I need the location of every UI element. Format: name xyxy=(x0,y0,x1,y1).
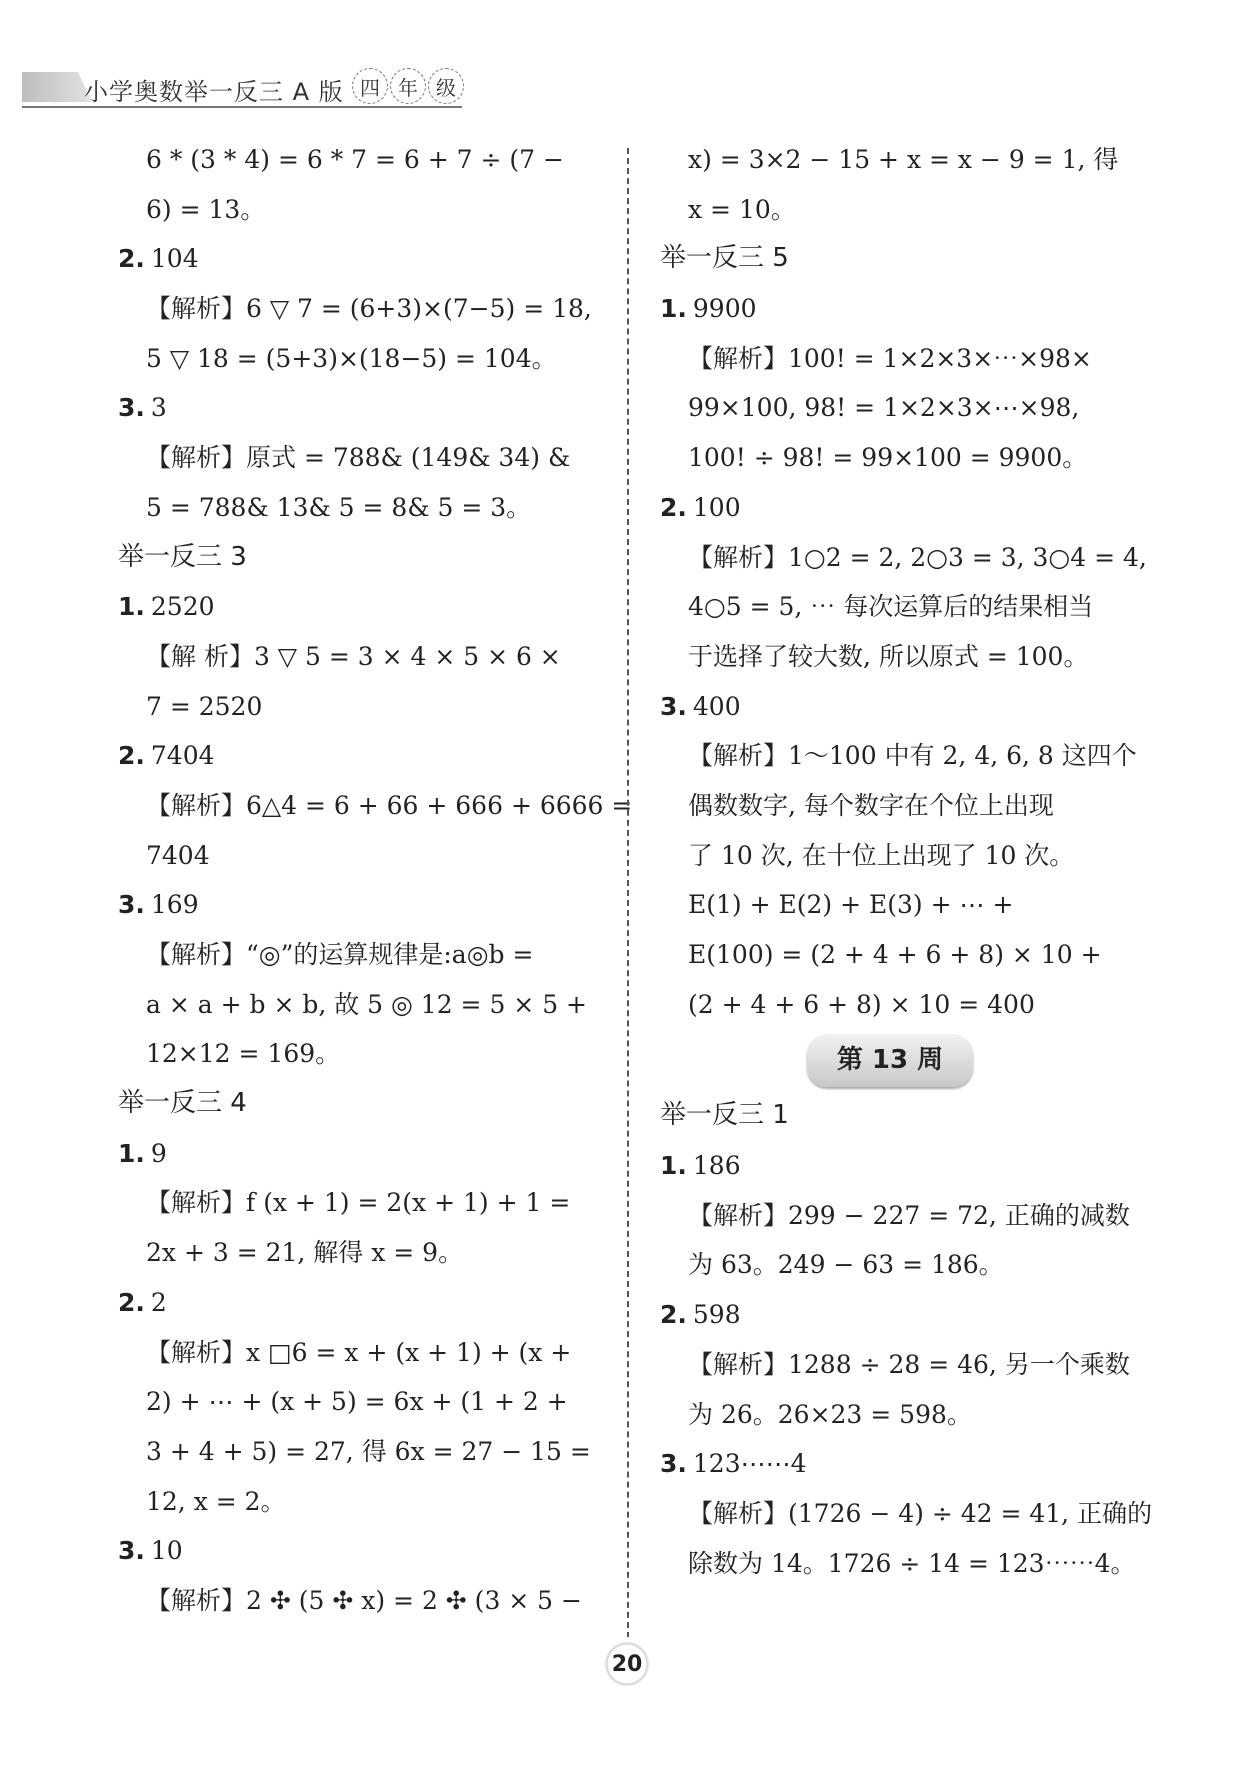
week-heading xyxy=(660,1029,1140,1091)
answer-line xyxy=(118,234,598,284)
question-number: 1. xyxy=(118,1138,145,1168)
solution-text-line: 2) + ⋯ + (x + 5) = 6x + (1 + 2 + xyxy=(146,1387,568,1417)
solution-text-line: 7404 xyxy=(146,840,210,870)
right-column xyxy=(660,135,1153,1588)
solution-text-line: 于选择了较大数, 所以原式 = 100。 xyxy=(688,641,1089,671)
answer-value: 169 xyxy=(150,890,199,920)
solution-text-line: 2x + 3 = 21, 解得 x = 9。 xyxy=(146,1238,464,1268)
answer-line xyxy=(118,731,598,781)
answer-line xyxy=(118,880,598,930)
solution-text-line: 99×100, 98! = 1×2×3×⋯×98, xyxy=(688,393,1080,423)
solution-text-line: 【解析】1288 ÷ 28 = 46, 另一个乘数 xyxy=(688,1349,1130,1379)
section-heading: 举一反三 4 xyxy=(118,1088,247,1119)
answer-line xyxy=(118,1526,598,1576)
solution-text-line: 【解析】(1726 − 4) ÷ 42 = 41, 正确的 xyxy=(688,1498,1153,1528)
column-divider xyxy=(627,148,629,1648)
grade-char: 级 xyxy=(428,68,464,104)
solution-text-line: 偶数数字, 每个数字在个位上出现 xyxy=(688,790,1054,820)
answer-line xyxy=(660,1439,1140,1489)
grade-label xyxy=(352,68,464,104)
solution-text-line: E(100) = (2 + 4 + 6 + 8) × 10 + xyxy=(688,940,1102,969)
solution-text-line: 【解析】6△4 = 6 + 66 + 666 + 6666 = xyxy=(146,790,633,820)
solution-text-line: 【解析】1～100 中有 2, 4, 6, 8 这四个 xyxy=(688,741,1137,771)
answer-value: 123⋯⋯4 xyxy=(692,1449,807,1479)
solution-text-line: 12, x = 2。 xyxy=(146,1486,286,1516)
solution-text-line: 【解析】299 − 227 = 72, 正确的减数 xyxy=(688,1200,1130,1230)
question-number: 3. xyxy=(660,1449,687,1479)
solution-text-line: 【解析】6 ▽ 7 = (6+3)×(7−5) = 18, xyxy=(146,294,592,324)
solution-text-line: 6 * (3 * 4) = 6 * 7 = 6 + 7 ÷ (7 − xyxy=(146,145,564,174)
solution-text-line: 为 63。249 − 63 = 186。 xyxy=(688,1250,1004,1280)
question-number: 2. xyxy=(118,1287,145,1317)
answer-value: 7404 xyxy=(150,741,215,771)
answer-value: 2 xyxy=(150,1287,167,1317)
solution-text-line: 【解析】f (x + 1) = 2(x + 1) + 1 = xyxy=(146,1188,571,1218)
question-number: 3. xyxy=(118,890,145,920)
question-number: 2. xyxy=(118,741,145,771)
solution-text-line: 7 = 2520 xyxy=(146,691,263,721)
solution-text-line: 除数为 14。1726 ÷ 14 = 123⋯⋯4。 xyxy=(688,1548,1136,1578)
question-number: 2. xyxy=(660,1300,687,1330)
solution-text-line: 12×12 = 169。 xyxy=(146,1039,341,1069)
grade-char: 年 xyxy=(390,68,426,104)
answer-line xyxy=(660,284,1140,334)
answer-value: 3 xyxy=(150,393,167,423)
page-number-badge xyxy=(600,1637,654,1691)
solution-text-line: 【解析】1○2 = 2, 2○3 = 3, 3○4 = 4, xyxy=(688,542,1147,572)
header-decoration xyxy=(22,72,92,102)
solution-text-line: a × a + b × b, 故 5 ◎ 12 = 5 × 5 + xyxy=(146,989,587,1019)
solution-text-line: x = 10。 xyxy=(688,194,796,224)
answer-value: 10 xyxy=(150,1536,183,1566)
solution-text-line: 6) = 13。 xyxy=(146,194,266,224)
solution-text-line: 5 = 788& 13& 5 = 8& 5 = 3。 xyxy=(146,492,532,522)
section-heading: 举一反三 1 xyxy=(660,1100,789,1131)
solution-text-line: 3 + 4 + 5) = 27, 得 6x = 27 − 15 = xyxy=(146,1436,591,1466)
answer-line xyxy=(660,483,1140,533)
page-header xyxy=(22,68,482,108)
question-number: 3. xyxy=(118,393,145,423)
solution-text-line: 了 10 次, 在十位上出现了 10 次。 xyxy=(688,840,1075,870)
solution-text-line: 4○5 = 5, ⋯ 每次运算后的结果相当 xyxy=(688,592,1094,622)
answer-value: 9 xyxy=(150,1138,167,1168)
answer-value: 186 xyxy=(692,1151,741,1181)
header-rule xyxy=(22,106,462,108)
answer-line xyxy=(118,582,598,632)
answer-value: 598 xyxy=(692,1300,741,1330)
solution-text-line: E(1) + E(2) + E(3) + ⋯ + xyxy=(688,890,1014,920)
answer-value: 104 xyxy=(150,244,199,274)
book-title: 小学奥数举一反三 A 版 xyxy=(84,78,344,106)
answer-value: 9900 xyxy=(692,294,757,324)
solution-text-line: (2 + 4 + 6 + 8) × 10 = 400 xyxy=(688,989,1035,1019)
left-column xyxy=(118,135,633,1626)
answer-line xyxy=(118,1129,598,1179)
solution-text-line: 【解 析】3 ▽ 5 = 3 × 4 × 5 × 6 × xyxy=(146,641,561,671)
answer-line xyxy=(660,1290,1140,1340)
answer-line xyxy=(118,383,598,433)
question-number: 1. xyxy=(660,1151,687,1181)
solution-text-line: 【解析】原式 = 788& (149& 34) & xyxy=(146,443,571,473)
question-number: 3. xyxy=(118,1536,145,1566)
answer-value: 100 xyxy=(692,492,741,522)
section-heading: 举一反三 3 xyxy=(118,541,247,572)
solution-text-line: 【解析】100! = 1×2×3×⋯×98× xyxy=(688,343,1092,373)
question-number: 3. xyxy=(660,691,687,721)
question-number: 1. xyxy=(118,592,145,622)
question-number: 2. xyxy=(660,492,687,522)
solution-text-line: 为 26。26×23 = 598。 xyxy=(688,1399,972,1429)
question-number: 2. xyxy=(118,244,145,274)
solution-text-line: 5 ▽ 18 = (5+3)×(18−5) = 104。 xyxy=(146,343,557,373)
solution-text-line: 100! ÷ 98! = 99×100 = 9900。 xyxy=(688,443,1088,473)
week-badge: 第 13 周 xyxy=(807,1034,973,1088)
answer-line xyxy=(118,1278,598,1328)
solution-text-line: 【解析】x □6 = x + (x + 1) + (x + xyxy=(146,1337,572,1367)
grade-char: 四 xyxy=(352,68,388,104)
answer-value: 400 xyxy=(692,691,741,721)
question-number: 1. xyxy=(660,294,687,324)
solution-text-line: 【解析】2 ✣ (5 ✣ x) = 2 ✣ (3 × 5 − xyxy=(146,1585,582,1615)
answer-line xyxy=(660,682,1140,732)
section-heading: 举一反三 5 xyxy=(660,243,789,274)
answer-value: 2520 xyxy=(150,592,215,622)
solution-text-line: 【解析】“◎”的运算规律是:a◎b = xyxy=(146,940,534,969)
answer-line xyxy=(660,1141,1140,1191)
page-number: 20 xyxy=(611,1651,643,1677)
solution-text-line: x) = 3×2 − 15 + x = x − 9 = 1, 得 xyxy=(688,145,1119,174)
